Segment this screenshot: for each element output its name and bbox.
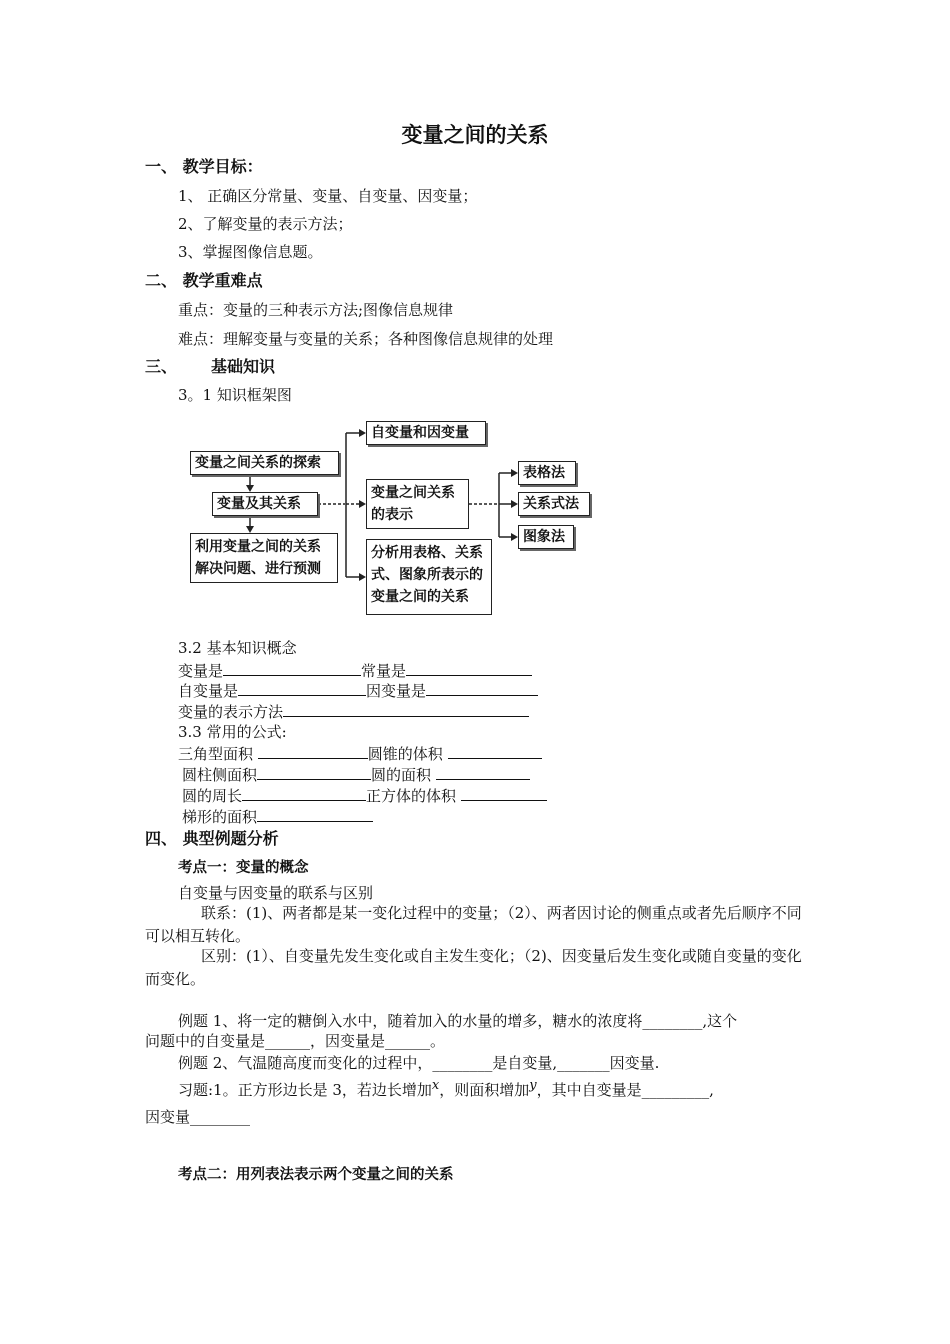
triangle-area-label: 三角型面积 bbox=[178, 745, 254, 763]
formula-line-3 bbox=[182, 785, 547, 806]
point1-heading: 考点一：变量的概念 bbox=[178, 860, 309, 876]
diagram-box-variables-label: 变量及其关系 bbox=[217, 496, 301, 512]
formula-line-4 bbox=[182, 806, 373, 827]
indep-is-label: 自变量是 bbox=[178, 682, 239, 700]
exercise-var-y: y bbox=[529, 1078, 537, 1093]
repr-methods-line bbox=[178, 701, 529, 722]
key-point: 重点：变量的三种表示方法;图像信息规律 bbox=[178, 301, 454, 319]
circle-area-label: 圆的面积 bbox=[371, 766, 432, 784]
diagram-box-indep-dep-label: 自变量和因变量 bbox=[371, 425, 469, 441]
objective-item-1: 1、 正确区分常量、变量、自变量、因变量； bbox=[178, 187, 478, 205]
section1-heading: 一、 教学目标： bbox=[145, 157, 263, 176]
trapezoid-area-blank[interactable] bbox=[257, 806, 373, 822]
diagram-box-explore-label: 变量之间关系的探索 bbox=[195, 455, 321, 471]
formula-line-1 bbox=[178, 743, 542, 764]
difficult-point: 难点：理解变量与变量的关系；各种图像信息规律的处理 bbox=[178, 330, 554, 348]
cylinder-side-blank[interactable] bbox=[257, 764, 371, 780]
example1-line2: 问题中的自变量是______，因变量是______。 bbox=[145, 1032, 446, 1050]
relation-title: 自变量与因变量的联系与区别 bbox=[178, 884, 374, 902]
diagram-box-indep-dep bbox=[366, 421, 486, 445]
constant-blank[interactable] bbox=[406, 660, 532, 676]
variable-definition-line bbox=[178, 660, 532, 681]
difference-paragraph: 区别：(1）、自变量先发生变化或自主发生变化；（2)、因变量后发生变化或随自变量的变化而变化。 bbox=[145, 947, 802, 988]
exercise-line1 bbox=[178, 1080, 714, 1102]
example1-line1: 例题 1、将一定的糖倒入水中，随着加入的水量的增多，糖水的浓度将________,这个 bbox=[178, 1012, 738, 1030]
circle-perimeter-label: 圆的周长 bbox=[182, 787, 243, 805]
diagram-box-table-method-label: 表格法 bbox=[523, 465, 565, 481]
diagram-box-apply-line1: 利用变量之间的关系 bbox=[195, 539, 321, 555]
section2-heading: 二、 教学重难点 bbox=[145, 271, 263, 290]
triangle-area-blank[interactable] bbox=[258, 743, 368, 759]
diagram-box-apply bbox=[190, 533, 338, 583]
indep-dep-definition-line bbox=[178, 680, 538, 701]
diagram-box-formula-method bbox=[518, 492, 590, 516]
diagram-box-analyze-line2: 式、图象所表示的 bbox=[371, 567, 483, 583]
variable-is-label: 变量是 bbox=[178, 662, 224, 680]
concepts-label: 3.2 基本知识概念 bbox=[178, 639, 297, 657]
diagram-box-explore bbox=[190, 451, 339, 475]
exercise-line2: 因变量________ bbox=[145, 1108, 251, 1126]
exercise-part-c: ，其中自变量是_________, bbox=[536, 1081, 714, 1099]
variable-blank[interactable] bbox=[223, 660, 361, 676]
dep-is-label: 因变量是 bbox=[366, 682, 427, 700]
exercise-part-a: 习题:1。正方形边长是 3，若边长增加 bbox=[178, 1081, 432, 1099]
cone-volume-blank[interactable] bbox=[448, 743, 542, 759]
diagram-box-variables bbox=[212, 492, 318, 516]
page-title: 变量之间的关系 bbox=[401, 123, 549, 147]
constant-is-label: 常量是 bbox=[361, 662, 407, 680]
diagram-box-graph-method bbox=[518, 525, 574, 549]
diagram-box-representation-line2: 的表示 bbox=[371, 507, 413, 523]
framework-label: 3。1 知识框架图 bbox=[178, 386, 292, 404]
diagram-box-graph-method-label: 图象法 bbox=[523, 529, 565, 545]
cylinder-side-label: 圆柱侧面积 bbox=[182, 766, 258, 784]
objective-item-3: 3、掌握图像信息题。 bbox=[178, 243, 323, 261]
repr-methods-label: 变量的表示方法 bbox=[178, 703, 284, 721]
exercise-var-x: x bbox=[431, 1078, 440, 1093]
diagram-box-table-method bbox=[518, 461, 576, 485]
diagram-box-representation bbox=[366, 479, 469, 529]
repr-methods-blank[interactable] bbox=[283, 701, 529, 717]
circle-perimeter-blank[interactable] bbox=[242, 785, 366, 801]
cube-volume-label: 正方体的体积 bbox=[366, 787, 457, 805]
link-paragraph: 联系：(1)、两者都是某一变化过程中的变量；（2）、两者因讨论的侧重点或者先后顺序不同可以相互转化。 bbox=[145, 904, 802, 945]
formulas-label: 3.3 常用的公式: bbox=[178, 723, 287, 741]
formula-line-2 bbox=[182, 764, 530, 785]
point2-heading: 考点二：用列表法表示两个变量之间的关系 bbox=[178, 1167, 454, 1183]
objective-item-2: 2、了解变量的表示方法； bbox=[178, 215, 353, 233]
diagram-box-analyze-line1: 分析用表格、关系 bbox=[371, 545, 483, 561]
diagram-box-representation-line1: 变量之间关系 bbox=[371, 485, 455, 501]
section4-heading: 四、 典型例题分析 bbox=[145, 829, 279, 848]
circle-area-blank[interactable] bbox=[436, 764, 530, 780]
trapezoid-area-label: 梯形的面积 bbox=[182, 808, 258, 826]
section3-heading-number: 三、 bbox=[145, 357, 178, 376]
diagram-box-analyze-line3: 变量之间的关系 bbox=[371, 589, 469, 605]
example2: 例题 2、气温随高度而变化的过程中，________是自变量,_______因变量. bbox=[178, 1054, 660, 1072]
diagram-box-apply-line2: 解决问题、进行预测 bbox=[195, 561, 321, 577]
cube-volume-blank[interactable] bbox=[461, 785, 547, 801]
dep-blank[interactable] bbox=[426, 680, 538, 696]
diagram-box-formula-method-label: 关系式法 bbox=[523, 496, 579, 512]
indep-blank[interactable] bbox=[238, 680, 366, 696]
cone-volume-label: 圆锥的体积 bbox=[367, 745, 443, 763]
section3-heading-text: 基础知识 bbox=[211, 357, 276, 376]
diagram-box-analyze bbox=[366, 539, 492, 615]
exercise-part-b: ，则面积增加 bbox=[439, 1081, 530, 1099]
